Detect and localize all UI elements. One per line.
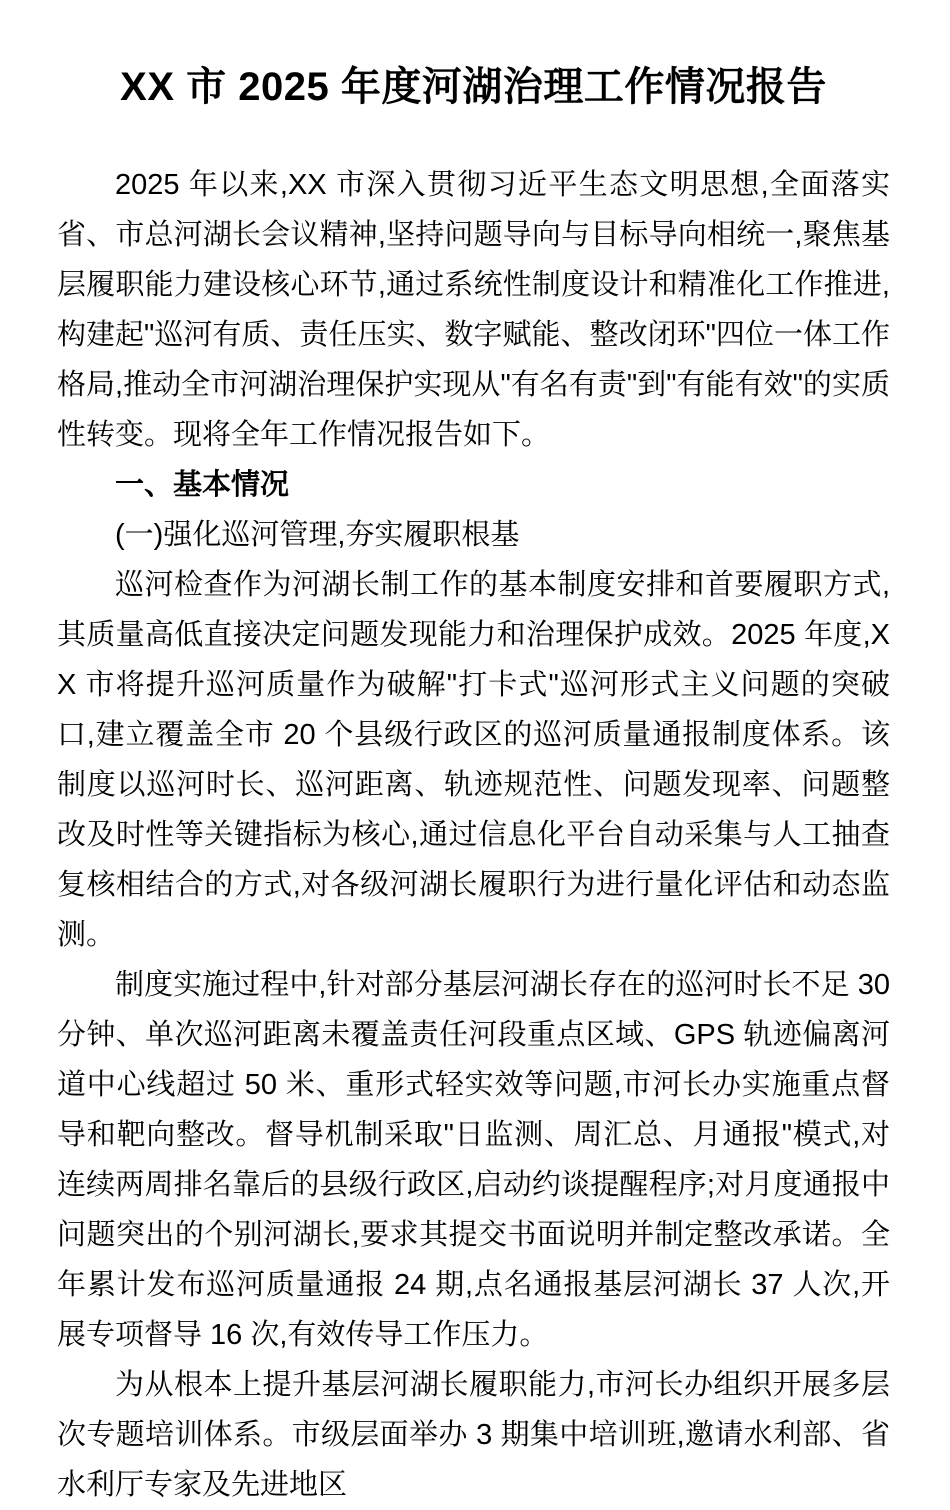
subheading-patrol-management: (一)强化巡河管理,夯实履职根基 (115, 519, 520, 551)
heading-basic-situation: 一、基本情况 (115, 469, 290, 501)
paragraph-intro: 2025 年以来,XX 市深入贯彻习近平生态文明思想,全面落实省、市总河湖长会议精神,坚持问题导向与目标导向相统一,聚焦基层履职能力建设核心环节,通过系统性制度设计和精准化工作推进,构建起"巡河有质、责任压实、数字赋能、整改闭环"四位一体工作格局,推动全市河湖治理保护实现从"有名有责"到"有能有效"的实质性转变。现将全年工作情况报告如下。 (57, 169, 890, 451)
paragraph-supervision-mechanism: 制度实施过程中,针对部分基层河湖长存在的巡河时长不足 30 分钟、单次巡河距离未覆盖责任河段重点区域、GPS 轨迹偏离河道中心线超过 50 米、重形式轻实效等问题,市河长办实施重点督导和靶向整改。督导机制采取"日监测、周汇总、月通报"模式,对连续两周排名靠后的县级行政区,启动约谈提醒程序;对月度通报中问题突出的个别河湖长,要求其提交书面说明并制定整改承诺。全年累计发布巡河质量通报 24 期,点名通报基层河湖长 37 人次,开展专项督导 16 次,有效传导工作压力。 (57, 969, 890, 1351)
paragraph-training-system: 为从根本上提升基层河湖长履职能力,市河长办组织开展多层次专题培训体系。市级层面举办 3 期集中培训班,邀请水利部、省水利厅专家及先进地区 (57, 1369, 890, 1501)
paragraph-patrol-quality-system: 巡河检查作为河湖长制工作的基本制度安排和首要履职方式,其质量高低直接决定问题发现能力和治理保护成效。2025 年度,XX 市将提升巡河质量作为破解"打卡式"巡河形式主义问题的突破口,建立覆盖全市 20 个县级行政区的巡河质量通报制度体系。该制度以巡河时长、巡河距离、轨迹规范性、问题发现率、问题整改及时性等关键指标为核心,通过信息化平台自动采集与人工抽查复核相结合的方式,对各级河湖长履职行为进行量化评估和动态监测。 (57, 569, 890, 951)
document-title: XX 市 2025 年度河湖治理工作情况报告 (120, 65, 827, 109)
